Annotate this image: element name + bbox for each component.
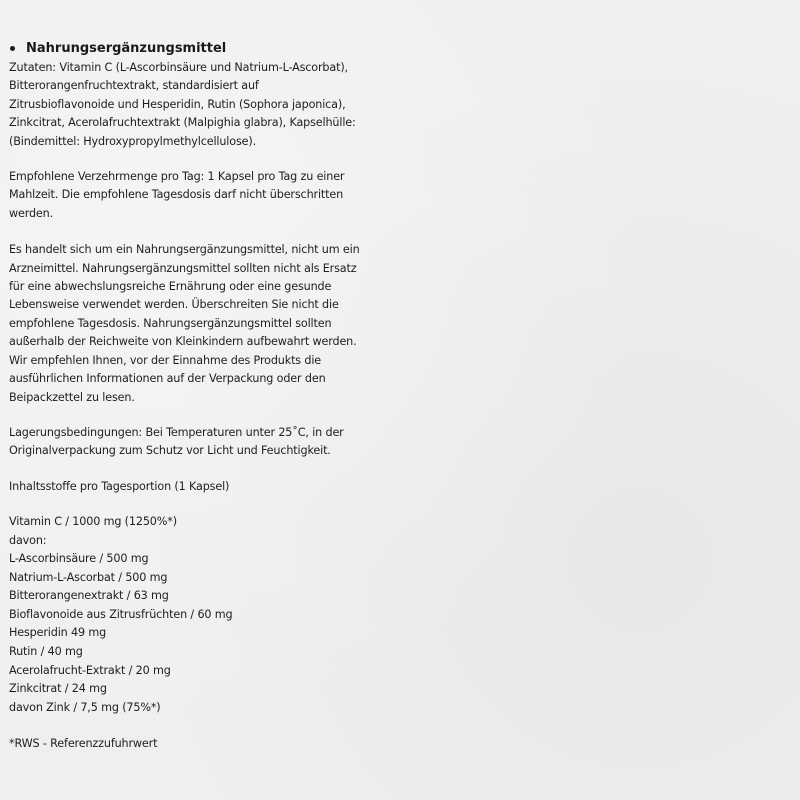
zutaten-line: Zinkcitrat, Acerolafruchtextrakt (Malpighia glabra), Kapselhülle:	[9, 116, 356, 130]
hinweis-line: für eine abwechslungsreiche Ernährung oder eine gesunde	[9, 280, 332, 294]
list-item: Acerolafrucht-Extrakt / 20 mg	[9, 663, 171, 677]
title-row	[9, 37, 449, 59]
list-item: davon Zink / 7,5 mg (75%*)	[9, 700, 161, 714]
list-item: Bitterorangenextrakt / 63 mg	[9, 589, 169, 603]
hinweis-line: außerhalb der Reichweite von Kleinkindern aufbewahrt werden.	[9, 335, 357, 349]
lagerung-paragraph	[9, 424, 449, 461]
verzehrmenge-paragraph	[9, 168, 449, 223]
list-item: L-Ascorbinsäure / 500 mg	[9, 552, 149, 566]
inhaltsstoffe-list	[9, 513, 449, 717]
footnote: *RWS - Referenzzufuhrwert	[9, 737, 158, 751]
inhaltsstoffe-heading: Inhaltsstoffe pro Tagesportion (1 Kapsel)	[9, 479, 230, 493]
list-item: Zinkcitrat / 24 mg	[9, 682, 107, 696]
zutaten-line: (Bindemittel: Hydroxypropylmethylcellulose).	[9, 134, 256, 148]
list-item: davon:	[9, 533, 47, 547]
hinweis-line: Es handelt sich um ein Nahrungsergänzungsmittel, nicht um ein	[9, 243, 360, 257]
hinweis-paragraph	[9, 241, 449, 407]
list-item: Bioflavonoide aus Zitrusfrüchten / 60 mg	[9, 607, 233, 621]
page-title: Nahrungsergänzungsmittel	[26, 40, 227, 56]
verzehr-line: Empfohlene Verzehrmenge pro Tag: 1 Kapsel pro Tag zu einer	[9, 170, 345, 184]
zutaten-line: Zitrusbioflavonoide und Hesperidin, Rutin (Sophora japonica),	[9, 97, 346, 111]
lagerung-line: Lagerungsbedingungen: Bei Temperaturen unter 25˚C, in der	[9, 425, 344, 439]
zutaten-line: Bitterorangenfruchtextrakt, standardisiert auf	[9, 79, 259, 93]
hinweis-line: Wir empfehlen Ihnen, vor der Einnahme des Produkts die	[9, 353, 322, 367]
hinweis-line: Beipackzettel zu lesen.	[9, 390, 135, 404]
hinweis-line: Lebensweise verwendet werden. Überschreiten Sie nicht die	[9, 298, 339, 312]
verzehr-line: Mahlzeit. Die empfohlene Tagesdosis darf nicht überschritten	[9, 188, 344, 202]
hinweis-line: Arzneimittel. Nahrungsergänzungsmittel sollten nicht als Ersatz	[9, 261, 357, 275]
verzehr-line: werden.	[9, 206, 54, 220]
zutaten-paragraph	[9, 59, 449, 151]
list-item: Natrium-L-Ascorbat / 500 mg	[9, 570, 168, 584]
title-bullet-icon	[10, 46, 15, 51]
list-item: Vitamin C / 1000 mg (1250%*)	[9, 515, 177, 529]
list-item: Rutin / 40 mg	[9, 644, 83, 658]
list-item: Hesperidin 49 mg	[9, 626, 107, 640]
footnote-paragraph	[9, 735, 449, 753]
hinweis-line: ausführlichen Informationen auf der Verpackung oder den	[9, 372, 326, 386]
hinweis-line: empfohlene Tagesdosis. Nahrungsergänzungsmittel sollten	[9, 316, 332, 330]
lagerung-line: Originalverpackung zum Schutz vor Licht und Feuchtigkeit.	[9, 444, 331, 458]
label-text-block	[9, 37, 449, 754]
zutaten-line: Zutaten: Vitamin C (L-Ascorbinsäure und Natrium-L-Ascorbat),	[9, 61, 348, 74]
inhaltsstoffe-heading-paragraph	[9, 478, 449, 496]
